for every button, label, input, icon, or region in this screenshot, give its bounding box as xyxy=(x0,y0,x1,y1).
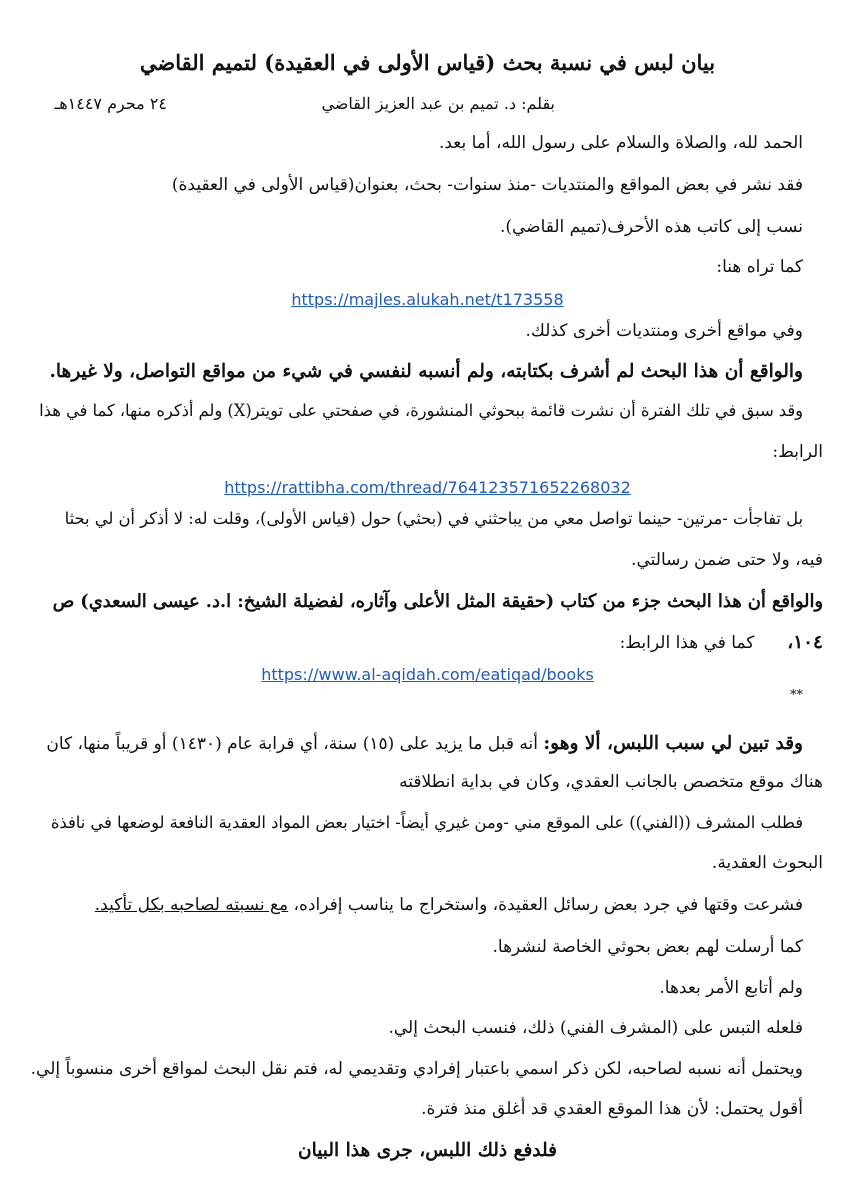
paragraph-10: فلعله التبس على (المشرف الفني) ذلك، فنسب البحث إلي. xyxy=(388,1018,803,1038)
paragraph-7-start: فشرعت وقتها في جرد بعض رسائل العقيدة، واستخراج ما يناسب إفراده، xyxy=(293,895,803,915)
paragraph-3-line-1: وقد سبق في تلك الفترة أن نشرت قائمة ببحوثي المنشورة، في صفحتي على تويتر(X) ولم أذكره منها، كما في هذا xyxy=(39,401,803,420)
bold-statement-2-line-2 xyxy=(620,632,823,654)
paragraph-12: أقول يحتمل: لأن هذا الموقع العقدي قد أغلق منذ فترة. xyxy=(421,1099,803,1119)
paragraph-3-line-2: الرابط: xyxy=(772,442,823,462)
paragraph-1-line-3: كما تراه هنا: xyxy=(716,257,803,277)
paragraph-4-line-2: فيه، ولا حتى ضمن رسالتي. xyxy=(631,550,823,570)
paragraph-1-line-1: فقد نشر في بعض المواقع والمنتديات -منذ سنوات- بحث، بعنوان(قياس الأولى في العقيدة) xyxy=(171,175,803,195)
paragraph-11: ويحتمل أنه نسبه لصاحبه، لكن ذكر اسمي باعتبار إفرادي وتقديمي له، فتم نقل البحث لمواقع أخرى منسوباً إلي. xyxy=(30,1059,803,1079)
reason-text: أنه قبل ما يزيد على (١٥) سنة، أي قرابة عام (١٤٣٠) أو قريباً منها، كان xyxy=(46,734,538,754)
paragraph-4-line-1: بل تفاجأت -مرتين- حينما تواصل معي من يباحثني في (بحثي) حول (قياس الأولى)، وقلت له: لا أذكر أن لي بحثا xyxy=(64,509,803,528)
paragraph-6-line-1: فطلب المشرف ((الفني)) على الموقع مني -ومن غيري أيضاً- اختيار بعض المواد العقدية النافعة لوضعها في نافذة xyxy=(50,813,803,832)
paragraph-7-underlined: مع نسبته لصاحبه بكل تأكيد. xyxy=(94,895,289,915)
date-line: ٢٤ محرم ١٤٤٧هـ xyxy=(54,94,167,113)
page-number: ١٠٤، xyxy=(787,632,823,653)
document-title: بيان لبس في نسبة بحث (قياس الأولى في العقيدة) لتميم القاضي xyxy=(139,50,716,75)
opening-line: الحمد لله، والصلاة والسلام على رسول الله، أما بعد. xyxy=(438,133,803,153)
paragraph-6-line-2: البحوث العقدية. xyxy=(711,853,823,873)
link-intro: كما في هذا الرابط: xyxy=(619,633,755,653)
paragraph-7 xyxy=(95,895,803,915)
paragraph-9: ولم أتابع الأمر بعدها. xyxy=(659,978,803,998)
paragraph-5-line-1 xyxy=(46,733,803,755)
author-line: بقلم: د. تميم بن عبد العزيز القاضي xyxy=(321,94,555,113)
link-majles[interactable]: https://majles.alukah.net/t173558 xyxy=(291,290,564,309)
closing-statement: فلدفع ذلك اللبس، جرى هذا البيان xyxy=(298,1140,557,1161)
link-rattibha[interactable]: https://rattibha.com/thread/764123571652268032 xyxy=(224,478,631,497)
link-aqidah[interactable]: https://www.al-aqidah.com/eatiqad/books xyxy=(261,665,594,684)
separator: ** xyxy=(790,688,803,703)
paragraph-5-line-2: هناك موقع متخصص بالجانب العقدي، وكان في بداية انطلاقته xyxy=(399,772,823,792)
paragraph-2: وفي مواقع أخرى ومنتديات أخرى كذلك. xyxy=(525,321,803,341)
paragraph-8: كما أرسلت لهم بعض بحوثي الخاصة لنشرها. xyxy=(492,937,803,957)
reason-lead: وقد تبين لي سبب اللبس، ألا وهو: xyxy=(543,733,803,754)
paragraph-1-line-2: نسب إلى كاتب هذه الأحرف(تميم القاضي). xyxy=(499,217,803,237)
bold-statement-2-line-1: والواقع أن هذا البحث جزء من كتاب (حقيقة المثل الأعلى وآثاره، لفضيلة الشيخ: ا.د. عيسى السعدي) ص xyxy=(52,591,823,612)
bold-statement-1: والواقع أن هذا البحث لم أشرف بكتابته، ولم أنسبه لنفسي في شيء من مواقع التواصل، ولا غيرها. xyxy=(49,361,803,382)
